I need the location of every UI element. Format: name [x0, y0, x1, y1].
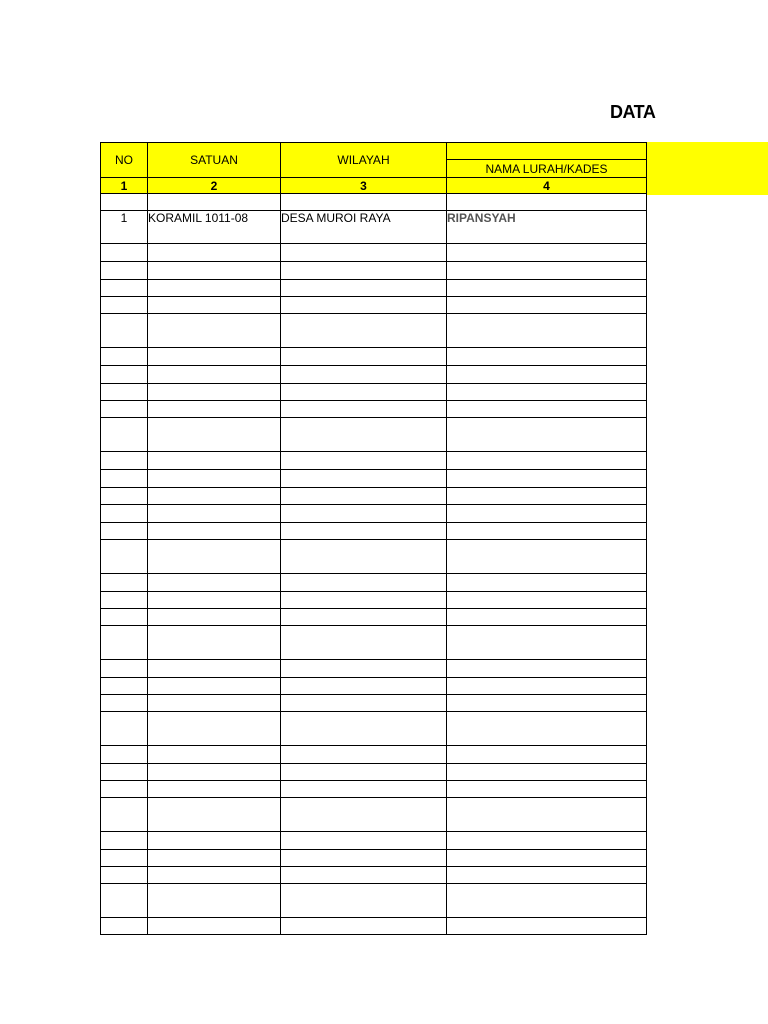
page-title: DATA	[610, 102, 656, 122]
empty-cell	[281, 297, 447, 314]
header-wilayah: WILAYAH	[281, 143, 447, 178]
empty-cell	[148, 592, 281, 609]
empty-cell	[101, 452, 148, 470]
empty-cell	[281, 401, 447, 418]
empty-cell	[101, 488, 148, 505]
empty-cell	[447, 918, 647, 935]
empty-cell	[101, 384, 148, 401]
empty-row	[101, 540, 647, 574]
empty-cell	[447, 262, 647, 280]
cell-satuan: KORAMIL 1011-08	[148, 211, 281, 244]
empty-cell	[101, 540, 148, 574]
empty-cell	[148, 746, 281, 764]
spacer-row	[101, 194, 647, 211]
empty-row	[101, 452, 647, 470]
empty-cell	[101, 366, 148, 384]
empty-cell	[281, 470, 447, 488]
empty-cell	[148, 244, 281, 262]
empty-cell	[447, 626, 647, 660]
empty-cell	[447, 798, 647, 832]
empty-cell	[101, 867, 148, 884]
empty-row	[101, 280, 647, 297]
empty-cell	[447, 746, 647, 764]
empty-cell	[281, 764, 447, 781]
empty-cell	[101, 244, 148, 262]
empty-row	[101, 832, 647, 850]
header-nama-lurah: NAMA LURAH/KADES	[447, 160, 647, 178]
empty-row	[101, 418, 647, 452]
empty-cell	[101, 746, 148, 764]
cell-no: 1	[101, 211, 148, 244]
empty-cell	[447, 244, 647, 262]
empty-row	[101, 867, 647, 884]
empty-cell	[281, 505, 447, 523]
empty-cell	[101, 678, 148, 695]
empty-row	[101, 297, 647, 314]
empty-cell	[101, 798, 148, 832]
empty-row	[101, 678, 647, 695]
empty-cell	[281, 867, 447, 884]
empty-cell	[101, 850, 148, 867]
empty-cell	[281, 280, 447, 297]
empty-cell	[101, 918, 148, 935]
empty-cell	[447, 418, 647, 452]
empty-cell	[447, 660, 647, 678]
empty-cell	[101, 712, 148, 746]
empty-row	[101, 348, 647, 366]
empty-cell	[101, 781, 148, 798]
empty-row	[101, 798, 647, 832]
empty-cell	[148, 366, 281, 384]
empty-cell	[148, 850, 281, 867]
empty-cell	[281, 781, 447, 798]
empty-cell	[101, 401, 148, 418]
empty-cell	[148, 488, 281, 505]
empty-cell	[148, 540, 281, 574]
empty-cell	[447, 470, 647, 488]
empty-row	[101, 660, 647, 678]
empty-row	[101, 384, 647, 401]
empty-cell	[447, 592, 647, 609]
empty-row	[101, 262, 647, 280]
header-satuan: SATUAN	[148, 143, 281, 178]
empty-cell	[148, 523, 281, 540]
empty-cell	[281, 660, 447, 678]
empty-cell	[148, 678, 281, 695]
empty-cell	[281, 348, 447, 366]
empty-cell	[447, 366, 647, 384]
empty-cell	[281, 384, 447, 401]
empty-cell	[148, 832, 281, 850]
empty-row	[101, 314, 647, 348]
empty-row	[101, 626, 647, 660]
empty-cell	[148, 918, 281, 935]
empty-cell	[148, 262, 281, 280]
empty-cell	[281, 262, 447, 280]
empty-cell	[281, 609, 447, 626]
empty-cell	[148, 384, 281, 401]
empty-row	[101, 746, 647, 764]
empty-cell	[148, 660, 281, 678]
column-number: 3	[281, 178, 447, 194]
empty-cell	[281, 574, 447, 592]
empty-cell	[101, 505, 148, 523]
empty-cell	[101, 348, 148, 366]
empty-row	[101, 764, 647, 781]
empty-cell	[148, 695, 281, 712]
empty-cell	[148, 626, 281, 660]
empty-cell	[101, 592, 148, 609]
empty-cell	[281, 712, 447, 746]
empty-cell	[447, 348, 647, 366]
empty-row	[101, 244, 647, 262]
empty-cell	[281, 832, 447, 850]
cell-nama: RIPANSYAH	[447, 211, 647, 244]
empty-cell	[447, 850, 647, 867]
empty-cell	[148, 764, 281, 781]
header-fill-extension	[646, 142, 768, 195]
header-group-empty	[447, 143, 647, 160]
empty-row	[101, 523, 647, 540]
column-number: 4	[447, 178, 647, 194]
empty-cell	[281, 884, 447, 918]
empty-cell	[281, 244, 447, 262]
cell-wilayah: DESA MUROI RAYA	[281, 211, 447, 244]
empty-cell	[447, 523, 647, 540]
empty-cell	[101, 764, 148, 781]
empty-cell	[101, 609, 148, 626]
empty-cell	[101, 626, 148, 660]
header-no: NO	[101, 143, 148, 178]
column-number: 1	[101, 178, 148, 194]
empty-cell	[148, 452, 281, 470]
empty-row	[101, 470, 647, 488]
empty-cell	[101, 523, 148, 540]
empty-cell	[101, 314, 148, 348]
empty-row	[101, 884, 647, 918]
empty-cell	[148, 712, 281, 746]
empty-cell	[148, 781, 281, 798]
empty-cell	[281, 523, 447, 540]
data-table	[100, 142, 647, 935]
empty-row	[101, 695, 647, 712]
empty-cell	[447, 678, 647, 695]
empty-cell	[148, 470, 281, 488]
empty-cell	[281, 626, 447, 660]
empty-cell	[281, 488, 447, 505]
empty-cell	[281, 918, 447, 935]
empty-cell	[148, 505, 281, 523]
empty-cell	[101, 574, 148, 592]
empty-cell	[281, 678, 447, 695]
empty-cell	[447, 452, 647, 470]
empty-cell	[447, 401, 647, 418]
empty-cell	[281, 798, 447, 832]
empty-row	[101, 488, 647, 505]
empty-cell	[447, 695, 647, 712]
empty-row	[101, 609, 647, 626]
empty-cell	[101, 280, 148, 297]
empty-cell	[281, 452, 447, 470]
empty-cell	[148, 574, 281, 592]
empty-cell	[281, 314, 447, 348]
empty-row	[101, 592, 647, 609]
empty-cell	[447, 540, 647, 574]
empty-cell	[148, 609, 281, 626]
empty-cell	[148, 418, 281, 452]
empty-cell	[447, 384, 647, 401]
empty-cell	[101, 884, 148, 918]
empty-row	[101, 712, 647, 746]
empty-cell	[447, 832, 647, 850]
empty-cell	[148, 314, 281, 348]
empty-cell	[281, 366, 447, 384]
empty-cell	[447, 505, 647, 523]
empty-cell	[447, 574, 647, 592]
empty-cell	[101, 832, 148, 850]
empty-cell	[101, 262, 148, 280]
empty-row	[101, 850, 647, 867]
empty-cell	[281, 540, 447, 574]
empty-row	[101, 401, 647, 418]
empty-cell	[148, 401, 281, 418]
empty-cell	[148, 348, 281, 366]
empty-cell	[281, 418, 447, 452]
empty-cell	[447, 280, 647, 297]
empty-row	[101, 505, 647, 523]
empty-cell	[447, 781, 647, 798]
empty-cell	[148, 884, 281, 918]
table-row	[101, 211, 647, 244]
empty-cell	[148, 280, 281, 297]
empty-cell	[447, 884, 647, 918]
empty-cell	[101, 660, 148, 678]
empty-cell	[447, 609, 647, 626]
empty-cell	[281, 746, 447, 764]
empty-cell	[101, 418, 148, 452]
empty-cell	[447, 712, 647, 746]
empty-row	[101, 366, 647, 384]
empty-cell	[148, 867, 281, 884]
column-number: 2	[148, 178, 281, 194]
empty-cell	[447, 297, 647, 314]
empty-cell	[148, 798, 281, 832]
empty-cell	[101, 297, 148, 314]
empty-cell	[447, 867, 647, 884]
empty-row	[101, 781, 647, 798]
empty-cell	[148, 297, 281, 314]
empty-cell	[101, 695, 148, 712]
empty-cell	[281, 695, 447, 712]
empty-cell	[101, 470, 148, 488]
empty-row	[101, 574, 647, 592]
empty-cell	[281, 592, 447, 609]
empty-cell	[447, 314, 647, 348]
empty-cell	[447, 764, 647, 781]
empty-cell	[447, 488, 647, 505]
empty-row	[101, 918, 647, 935]
empty-cell	[281, 850, 447, 867]
